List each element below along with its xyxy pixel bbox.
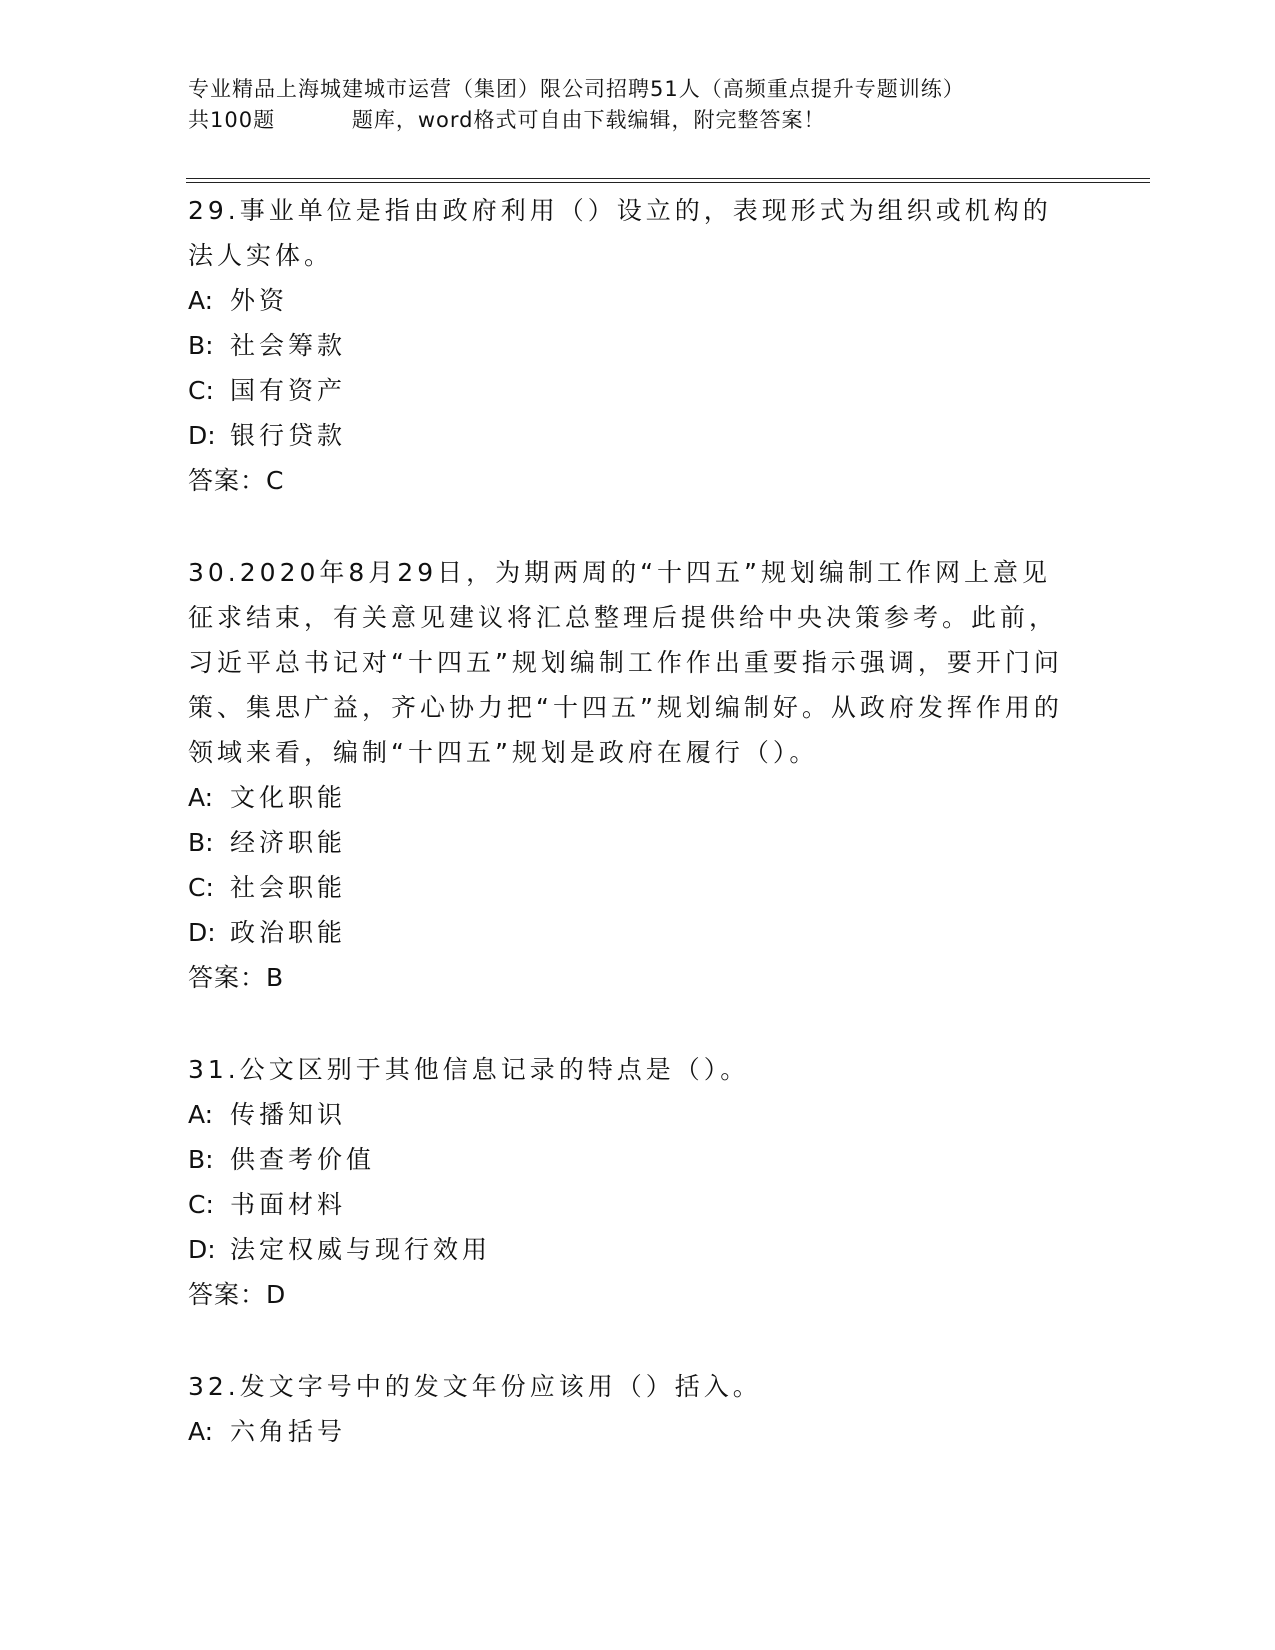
header-divider-top (186, 178, 1150, 179)
option-letter: D: (188, 918, 216, 947)
answer-line: 答案：C (188, 466, 285, 495)
option-letter: A: (188, 783, 214, 812)
option-text: 社会筹款 (230, 331, 347, 360)
option-a (188, 1092, 1068, 1137)
header-subtitle-line: 共100题 题库，word格式可自由下载编辑，附完整答案！ (188, 108, 826, 132)
option-text: 文化职能 (230, 783, 347, 812)
option-text: 六角括号 (230, 1417, 347, 1446)
question-stem: 30.2020年8月29日，为期两周的“十四五”规划编制工作网上意见征求结束，有关意见建议将汇总整理后提供给中央决策参考。此前，习近平总书记对“十四五”规划编制工作作出重要指示强调，要开门问策、集思广益，齐心协力把“十四五”规划编制好。从政府发挥作用的领域来看，编制“十四五”规划是政府在履行（）。 (188, 558, 1063, 767)
option-d (188, 910, 1068, 955)
option-text: 社会职能 (230, 873, 347, 902)
option-text: 供查考价值 (230, 1145, 376, 1174)
option-letter: B: (188, 1145, 214, 1174)
document-header (188, 74, 1148, 136)
option-text: 政治职能 (230, 918, 347, 947)
option-c (188, 865, 1068, 910)
header-title-line: 专业精品上海城建城市运营（集团）限公司招聘51人（高频重点提升专题训练） (188, 77, 965, 101)
question-stem: 29.事业单位是指由政府利用（）设立的，表现形式为组织或机构的法人实体。 (188, 196, 1052, 270)
option-a (188, 1409, 1068, 1454)
question-stem: 31.公文区别于其他信息记录的特点是（）。 (188, 1055, 750, 1084)
question-30 (188, 550, 1068, 1000)
option-letter: C: (188, 376, 214, 405)
answer-line: 答案：B (188, 963, 285, 992)
option-text: 经济职能 (230, 828, 347, 857)
option-b (188, 1137, 1068, 1182)
option-text: 国有资产 (230, 376, 347, 405)
option-text: 传播知识 (230, 1100, 347, 1129)
option-letter: A: (188, 286, 214, 315)
option-text: 外资 (230, 286, 289, 315)
option-b (188, 820, 1068, 865)
option-letter: A: (188, 1417, 214, 1446)
option-text: 书面材料 (230, 1190, 347, 1219)
option-text: 银行贷款 (230, 421, 347, 450)
option-b (188, 323, 1068, 368)
option-letter: D: (188, 1235, 216, 1264)
option-letter: A: (188, 1100, 214, 1129)
question-list (188, 188, 1068, 1501)
question-stem: 32.发文字号中的发文年份应该用（）括入。 (188, 1372, 762, 1401)
option-d (188, 413, 1068, 458)
option-d (188, 1227, 1068, 1272)
option-text: 法定权威与现行效用 (230, 1235, 492, 1264)
option-letter: C: (188, 873, 214, 902)
question-32 (188, 1364, 1068, 1454)
option-a (188, 278, 1068, 323)
option-letter: B: (188, 828, 214, 857)
option-letter: B: (188, 331, 214, 360)
answer-line: 答案：D (188, 1280, 287, 1309)
option-a (188, 775, 1068, 820)
option-c (188, 368, 1068, 413)
question-31 (188, 1047, 1068, 1317)
option-letter: C: (188, 1190, 214, 1219)
question-29 (188, 188, 1068, 503)
option-letter: D: (188, 421, 216, 450)
option-c (188, 1182, 1068, 1227)
header-divider-bottom (186, 182, 1150, 183)
